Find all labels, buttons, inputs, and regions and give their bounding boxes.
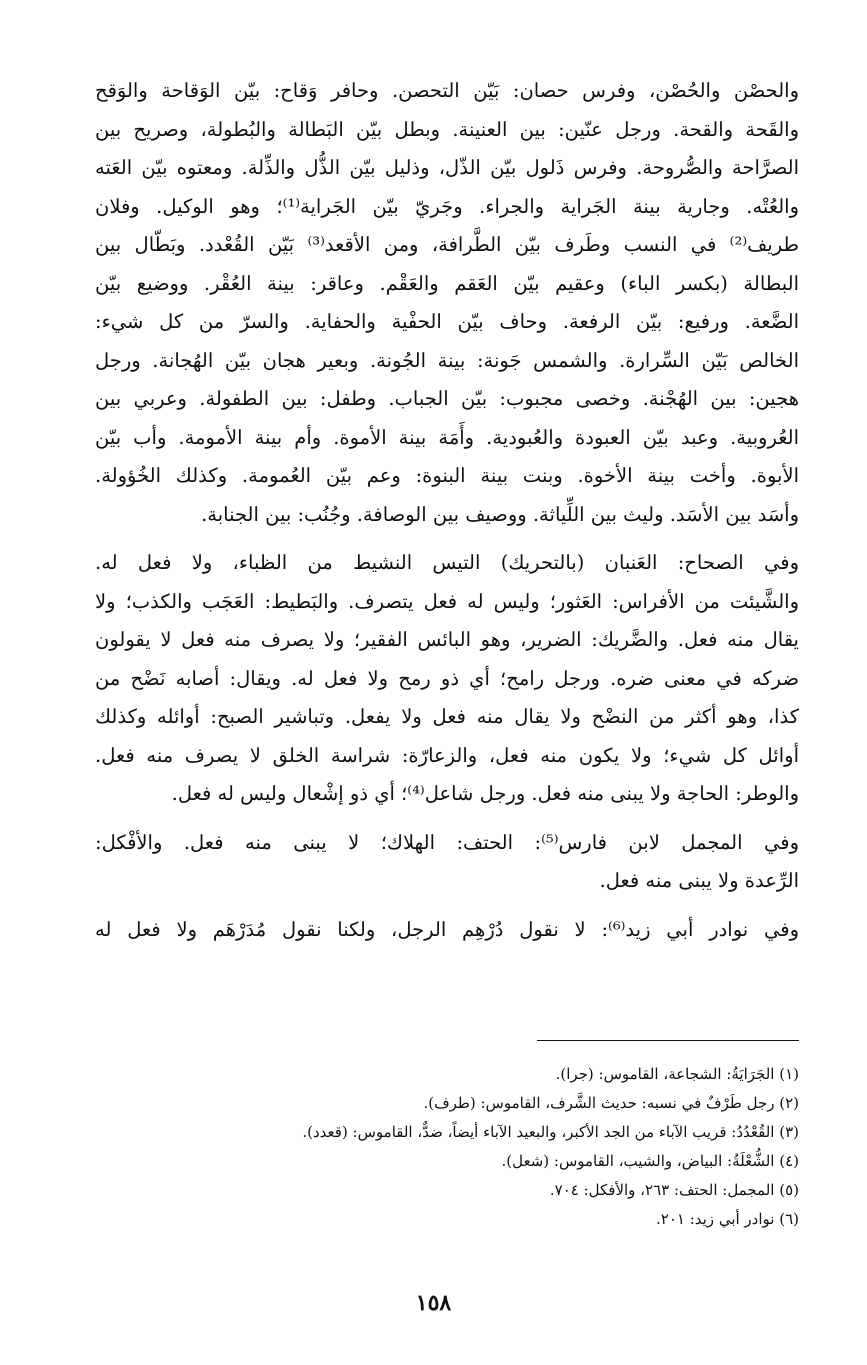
text-line: وفي الصحاح: العَنبان (بالتحريك) التيس النشيط من الظباء، ولا فعل له. <box>95 551 799 574</box>
footnote-separator <box>537 1040 799 1041</box>
text-line: وفي نوادر أبي زيد⁽⁶⁾: لا نقول دُرْهِم الرجل، ولكنا نقول مُدَرْهَم ولا فعل له <box>95 917 799 941</box>
text-line: كذا، وهو أكثر من النضْح ولا يقال منه فعل ولا يفعل. وتباشير الصبح: أوائله وكذلك <box>95 705 799 728</box>
footnote-3: (٣) القُعْدُدُ: قريب الآباء من الجد الأكبر، والبعيد الآباء أيضاً، ضدٌّ، القاموس: (قعدد). <box>302 1123 799 1141</box>
text-line: البطالة (بكسر الباء) وعقيم بيّن العَقم والعَقْم. وعاقر: بينة العُقْر. ووضيع بيّن <box>95 271 799 295</box>
text-line: الرِّعدة ولا يبنى منه فعل. <box>599 869 799 892</box>
text-line: طريف⁽²⁾ في النسب وطَرف بيّن الطَّرافة، ومن الأقعد⁽³⁾ بَيّن القُعْدد. وبَطّال بين <box>95 233 799 256</box>
text-line: أوائل كل شيء؛ ولا يكون منه فعل، والزعارّة: شراسة الخلق لا يصرف منه فعل. <box>95 743 799 767</box>
text-line: والشَّيئت من الأفراس: العَثور؛ وليس له فعل يتصرف. والبَطيط: العَجَب والكذب؛ ولا <box>95 589 799 613</box>
main-text <box>95 72 799 959</box>
footnote-1: (١) الجَرَايَةُ: الشجاعة، القاموس: (جرا). <box>555 1065 799 1083</box>
footnote-2: (٢) رجل طَرْفٌ في نسبه: حديث الشَّرف، القاموس: (طرف). <box>423 1094 799 1112</box>
text-line: الصرَّاحة والصُّروحة. وفرس ذَلول بيّن الذّل، وذليل بيّن الذُّل والذِّلة. ومعتوه بيّن العَته <box>95 156 799 179</box>
text-line: الضَّعة. ورفيع: بيّن الرفعة. وحاف بيّن الحفْية والحفاية. والسرّ من كل شيء: <box>95 310 799 333</box>
paragraph-1 <box>95 72 799 534</box>
text-line: والحصْن والحُصْن، وفرس حصان: بَيّن التحصن. وحافر وَقاح: بيّن الوَقاحة والوَقح <box>95 79 799 102</box>
footnote-5: (٥) المجمل: الحتف: ٢٦٣، والأفكل: ٧٠٤. <box>549 1181 799 1199</box>
text-line: وفي المجمل لابن فارس⁽⁵⁾: الحتف: الهلاك؛ لا يبنى منه فعل. والأفْكل: <box>95 830 799 854</box>
text-line: العُروبية. وعبد بيّن العبودة والعُبودية. وأَمَة بينة الأموة. وأم بينة الأمومة. وأب بيّن <box>95 425 799 449</box>
paragraph-4 <box>95 911 799 950</box>
text-line: هجين: بين الهُجْنة. وخصى مجبوب: بيّن الجباب. وطفل: بين الطفولة. وعربي بين <box>95 387 799 410</box>
footnotes <box>95 1060 799 1234</box>
paragraph-2 <box>95 544 799 814</box>
text-line: ضركه في معنى ضره. ورجل رامح؛ أي ذو رمح ولا فعل له. ويقال: أصابه نَضْح من <box>95 666 799 690</box>
text-line: يقال منه فعل. والضَّريك: الضرير، وهو البائس الفقير؛ ولا يصرف منه فعل لا يقولون <box>95 628 799 651</box>
text-line: الأبوة. وأخت بينة الأخوة. وبنت بينة البنوة: وعم بيّن العُمومة. وكذلك الخُؤولة. <box>95 464 799 487</box>
text-line: والوطر: الحاجة ولا يبنى منه فعل. ورجل شاعل⁽⁴⁾؛ أي ذو إشْعال وليس له فعل. <box>171 782 799 805</box>
page-number: ١٥٨ <box>415 1290 452 1316</box>
text-line: وأسَد بين الأسَد. وليث بين اللِّياثة. ووصيف بين الوصافة. وجُنُب: بين الجنابة. <box>201 502 799 526</box>
footnote-6: (٦) نوادر أبي زيد: ٢٠١. <box>655 1210 799 1228</box>
text-line: الخالص بَيّن السِّرارة. والشمس جَونة: بينة الجُونة. وبعير هجان بيّن الهُجانة. ورجل <box>95 348 799 372</box>
paragraph-3 <box>95 824 799 901</box>
text-line: والعُتْه. وجارية بينة الجَراية والجراء. وجَريّ بيّن الجَراية⁽¹⁾؛ وهو الوكيل. وفلان <box>95 194 799 218</box>
text-line: والقَحة والقحة. ورجل عنّين: بين العنينة. وبطل بيّن البَطالة والبُطولة، وصريح بين <box>95 117 799 141</box>
footnote-4: (٤) الشُّعْلَةُ: البياض، والشيب، القاموس: (شعل). <box>501 1152 799 1170</box>
